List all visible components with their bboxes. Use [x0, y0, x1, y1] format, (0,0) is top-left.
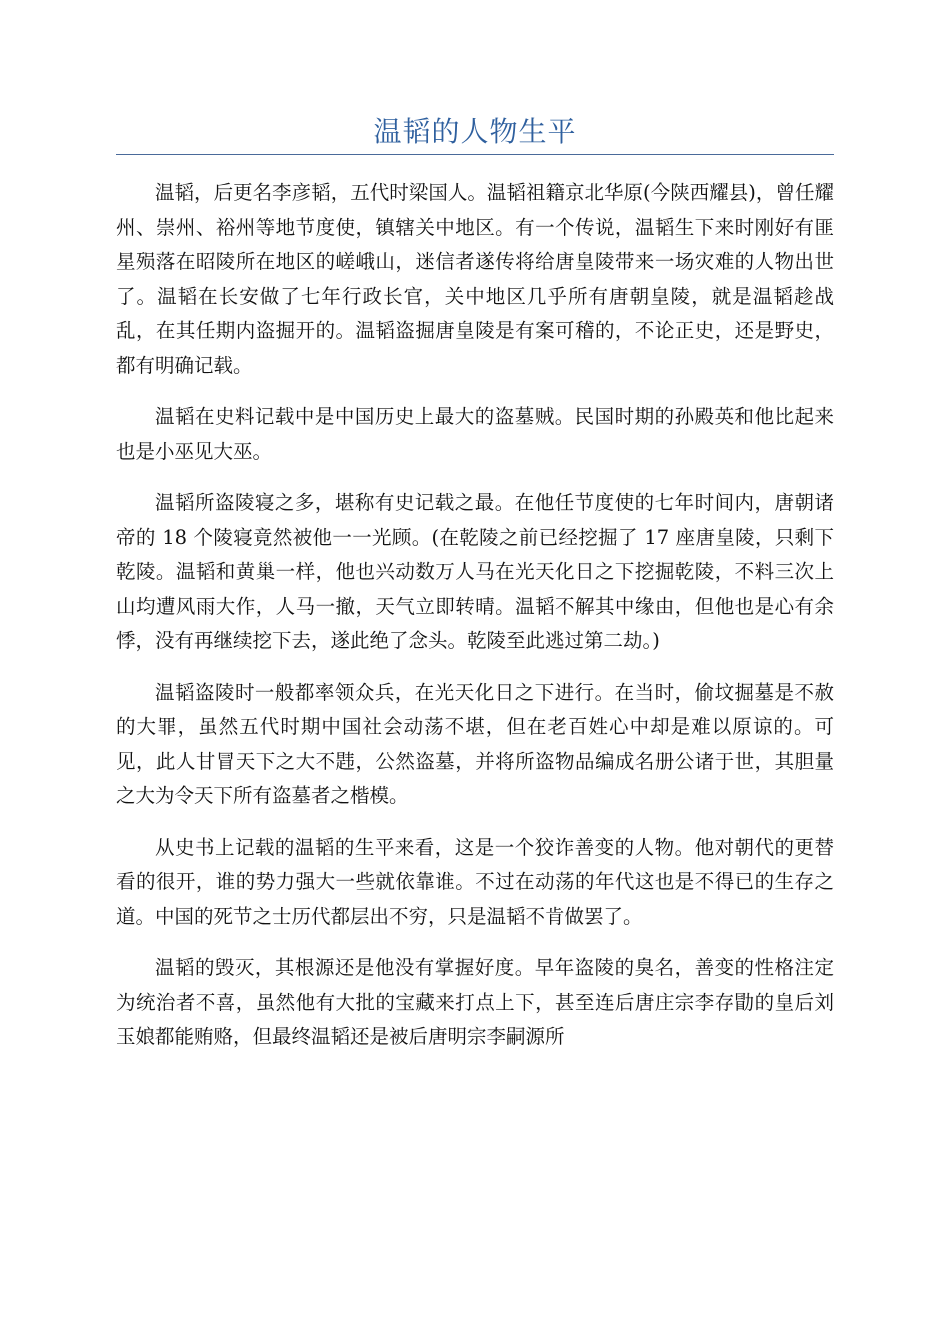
- page-title: 温韬的人物生平: [373, 115, 577, 148]
- document-body: [116, 176, 834, 1072]
- title-underline: [116, 154, 834, 155]
- paragraph: 温韬所盗陵寝之多，堪称有史记载之最。在他任节度使的七年时间内，唐朝诸帝的 18 个陵寝竟然被他一一光顾。(在乾陵之前已经挖掘了 17 座唐皇陵，只剩下乾陵。温韬和黄巢一样，他也兴动数万人马在光天化日之下挖掘乾陵，不料三次上山均遭风雨大作，人马一撤，天气立即转晴。温韬不解其中缘由，但他也是心有余悸，没有再继续挖下去，遂此绝了念头。乾陵至此逃过第二劫。): [116, 491, 834, 652]
- paragraph: 温韬，后更名李彦韬，五代时梁国人。温韬祖籍京北华原(今陕西耀县)，曾任耀州、崇州、裕州等地节度使，镇辖关中地区。有一个传说，温韬生下来时刚好有匪星殒落在昭陵所在地区的嵯峨山，迷信者遂传将给唐皇陵带来一场灾难的人物出世了。温韬在长安做了七年行政长官，关中地区几乎所有唐朝皇陵，就是温韬趁战乱，在其任期内盗掘开的。温韬盗掘唐皇陵是有案可稽的，不论正史，还是野史，都有明确记载。: [116, 181, 834, 377]
- paragraph: 温韬在史料记载中是中国历史上最大的盗墓贼。民国时期的孙殿英和他比起来也是小巫见大巫。: [116, 405, 834, 463]
- paragraph: 温韬的毁灭，其根源还是他没有掌握好度。早年盗陵的臭名，善变的性格注定为统治者不喜，虽然他有大批的宝藏来打点上下，甚至连后唐庄宗李存勖的皇后刘玉娘都能贿赂，但最终温韬还是被后唐明宗李嗣源所: [116, 956, 834, 1048]
- paragraph: 温韬盗陵时一般都率领众兵，在光天化日之下进行。在当时，偷坟掘墓是不赦的大罪，虽然五代时期中国社会动荡不堪，但在老百姓心中却是难以原谅的。可见，此人甘冒天下之大不韪，公然盗墓，并将所盗物品编成名册公诸于世，其胆量之大为令天下所有盗墓者之楷模。: [116, 680, 834, 807]
- paragraph: 从史书上记载的温韬的生平来看，这是一个狡诈善变的人物。他对朝代的更替看的很开，谁的势力强大一些就依靠谁。不过在动荡的年代这也是不得已的生存之道。中国的死节之士历代都层出不穷，只是温韬不肯做罢了。: [116, 835, 834, 928]
